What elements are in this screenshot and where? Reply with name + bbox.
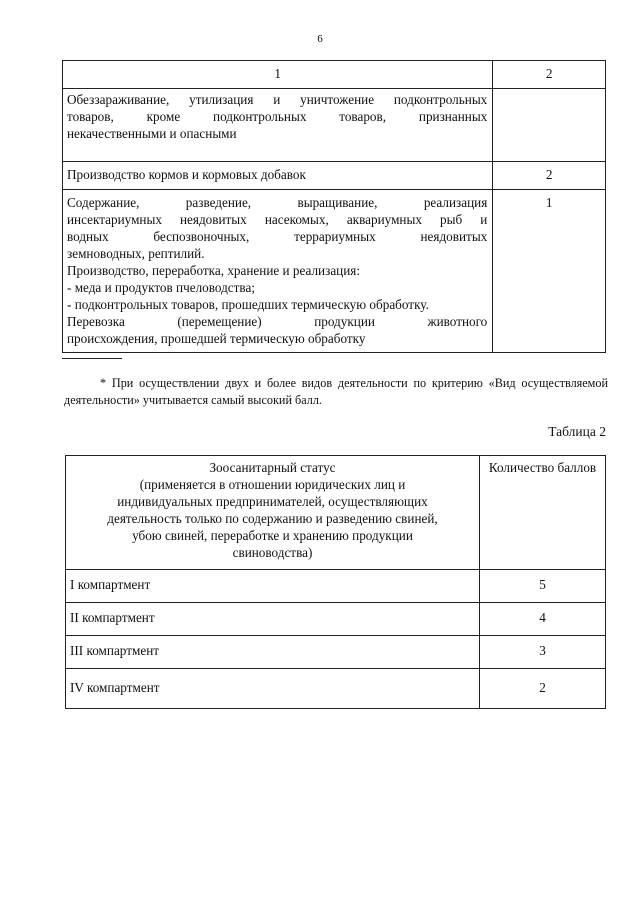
text-line: инсектариумных неядовитых насекомых, аквариумных рыб и [67,212,488,227]
text-line: водных беспозвоночных, террариумных неядовитых [67,229,488,244]
page-number: 6 [317,33,323,45]
header-line: убою свиней, переработке и хранению продукции [132,528,413,543]
column-header-2: 2 [493,61,606,89]
compartment-label: IV компартмент [66,669,480,709]
score-cell: 3 [480,636,606,669]
compartment-label: I компартмент [66,570,480,603]
table-row [63,162,606,190]
table-row [66,669,606,709]
activity-cell [63,89,493,162]
text-line: Обеззараживание, утилизация и уничтожение подконтрольных [67,92,488,107]
text-line: Содержание, разведение, выращивание, реализация [67,195,488,210]
header-line: Зоосанитарный статус [209,460,336,475]
table-row [66,570,606,603]
activity-score-table [62,60,606,353]
score-cell: 1 [493,190,606,353]
score-cell [493,89,606,162]
compartment-label: II компартмент [66,603,480,636]
score-cell: 5 [480,570,606,603]
activity-cell [63,190,493,353]
table-header-row [63,61,606,89]
score-cell: 2 [493,162,606,190]
header-line: (применяется в отношении юридических лиц и [139,477,406,492]
footnote-line: * При осуществлении двух и более видов деятельности по критерию «Вид осуществляемой [100,376,608,390]
text-line: некачественными и опасными [67,126,237,141]
table-row [66,603,606,636]
score-cell: 4 [480,603,606,636]
text-line: происхождения, прошедшей термическую обработку [67,331,366,346]
text-line: Перевозка (перемещение) продукции животного [67,314,488,329]
table-row [66,636,606,669]
score-cell: 2 [480,669,606,709]
table-row [63,190,606,353]
footnote-line: деятельности» учитывается самый высокий балл. [64,393,322,407]
table-row [63,89,606,162]
text-line: - меда и продуктов пчеловодства; [67,280,255,295]
activity-cell [63,162,493,190]
text-line: - подконтрольных товаров, прошедших термическую обработку. [67,297,429,312]
header-line: свиноводства) [232,545,313,560]
status-header-cell [66,456,480,570]
table-caption: Таблица 2 [548,424,606,439]
footnote-divider [62,358,122,359]
text-line: Производство кормов и кормовых добавок [67,167,306,182]
score-header-cell: Количество баллов [480,456,606,570]
footnote [64,375,608,409]
compartment-label: III компартмент [66,636,480,669]
header-line: индивидуальных предпринимателей, осуществляющих [117,494,428,509]
text-line: Производство, переработка, хранение и реализация: [67,263,361,278]
text-line: земноводных, рептилий. [67,246,205,261]
text-line: товаров, кроме подконтрольных товаров, признанных [67,109,488,124]
zoosanitary-status-table [65,455,606,709]
column-header-1: 1 [63,61,493,89]
header-line: деятельность только по содержанию и разведению свиней, [107,511,438,526]
table-header-row [66,456,606,570]
